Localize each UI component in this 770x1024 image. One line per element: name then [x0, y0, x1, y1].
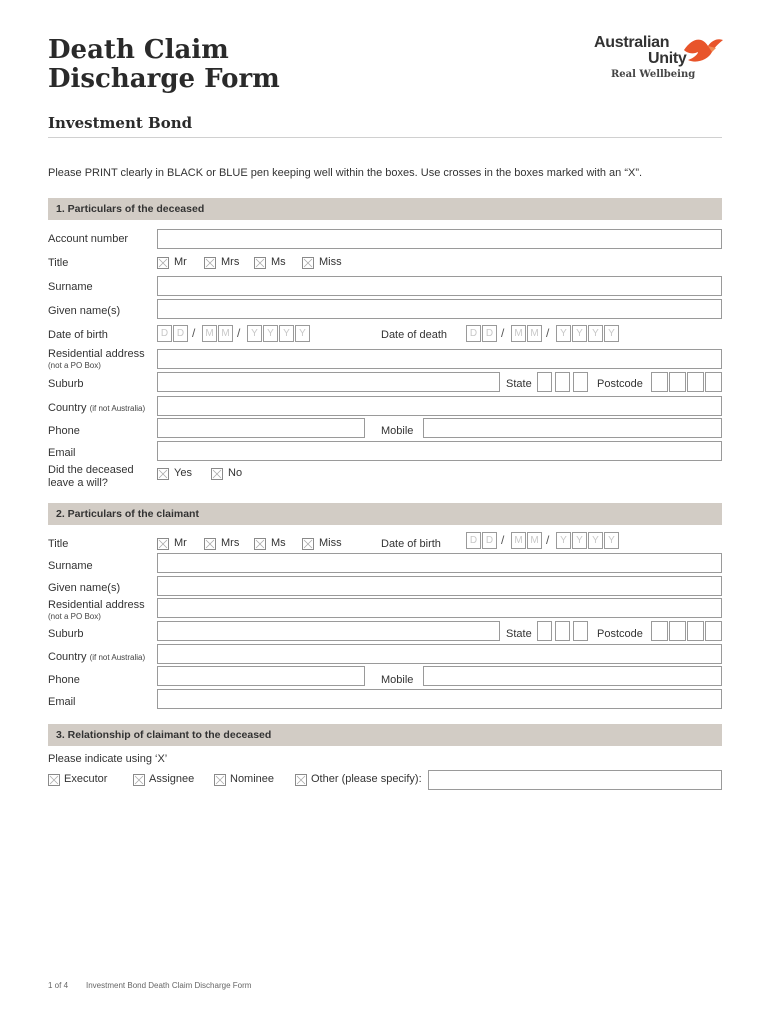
logo-tagline: Real Wellbeing: [611, 69, 696, 80]
claimant-state-label: State: [506, 628, 532, 640]
claimant-title-ms-checkbox[interactable]: [254, 538, 266, 550]
claimant-country-input[interactable]: [157, 644, 722, 664]
postcode-box-4[interactable]: [705, 372, 722, 392]
surname-label: Surname: [48, 281, 93, 293]
dod-separator-2: /: [546, 326, 550, 340]
claimant-title-mrs-checkbox[interactable]: [204, 538, 216, 550]
claimant-email-label: Email: [48, 696, 76, 708]
will-yes-checkbox[interactable]: [157, 468, 169, 480]
phone-input[interactable]: [157, 418, 365, 438]
claimant-phone-input[interactable]: [157, 666, 365, 686]
state-box-1[interactable]: [537, 372, 552, 392]
claimant-state-box-3[interactable]: [573, 621, 588, 641]
given-names-input[interactable]: [157, 299, 722, 319]
title-miss-checkbox[interactable]: [302, 257, 314, 269]
claimant-title-miss-checkbox[interactable]: [302, 538, 314, 550]
claimant-phone-label: Phone: [48, 674, 80, 686]
section-2-header: [48, 503, 722, 525]
account-number-label: Account number: [48, 233, 129, 245]
other-specify-input[interactable]: [428, 770, 722, 790]
claimant-residential-note: (not a PO Box): [48, 612, 101, 621]
indicate-instruction: Please indicate using ‘X’: [48, 753, 168, 765]
title-mrs-label: Mrs: [221, 256, 240, 268]
will-no-label: No: [228, 467, 243, 479]
claimant-dob-year-2[interactable]: Y: [572, 532, 587, 549]
claimant-dob-year-4[interactable]: Y: [604, 532, 619, 549]
postcode-box-1[interactable]: [651, 372, 668, 392]
postcode-label: Postcode: [597, 378, 643, 390]
claimant-title-ms-label: Ms: [271, 537, 286, 549]
claimant-country-label-text: Country: [48, 651, 87, 663]
claimant-dob-separator-2: /: [546, 533, 550, 547]
title-mr-label: Mr: [174, 256, 187, 268]
dob-year-3[interactable]: Y: [279, 325, 294, 342]
surname-input[interactable]: [157, 276, 722, 296]
bird-icon: [682, 34, 724, 66]
country-input[interactable]: [157, 396, 722, 416]
assignee-label: Assignee: [149, 773, 195, 785]
other-label: Other (please specify):: [311, 773, 422, 785]
claimant-state-box-1[interactable]: [537, 621, 552, 641]
residential-address-label: Residential address: [48, 348, 145, 360]
account-number-input[interactable]: [157, 229, 722, 249]
claimant-state-box-2[interactable]: [555, 621, 570, 641]
logo-line-2: Unity: [648, 50, 687, 67]
dod-month-1[interactable]: M: [511, 325, 526, 342]
logo-line-1: Australian: [594, 34, 670, 51]
postcode-box-3[interactable]: [687, 372, 704, 392]
form-subtitle: Investment Bond: [48, 114, 193, 132]
claimant-residential-label: Residential address: [48, 599, 145, 611]
claimant-postcode-label: Postcode: [597, 628, 643, 640]
residential-address-note: (not a PO Box): [48, 361, 101, 370]
suburb-label: Suburb: [48, 378, 84, 390]
dod-year-3[interactable]: Y: [588, 325, 603, 342]
claimant-postcode-box-3[interactable]: [687, 621, 704, 641]
claimant-postcode-box-1[interactable]: [651, 621, 668, 641]
claimant-mobile-label: Mobile: [381, 674, 414, 686]
title-miss-label: Miss: [319, 256, 342, 268]
header-divider: [48, 137, 722, 138]
claimant-dob-month-1[interactable]: M: [511, 532, 526, 549]
will-no-checkbox[interactable]: [211, 468, 223, 480]
dob-separator-2: /: [237, 326, 241, 340]
claimant-dob-day-1[interactable]: D: [466, 532, 481, 549]
dod-year-2[interactable]: Y: [572, 325, 587, 342]
dob-separator-1: /: [192, 326, 196, 340]
claimant-dob-year-3[interactable]: Y: [588, 532, 603, 549]
phone-label: Phone: [48, 425, 80, 437]
given-names-label: Given name(s): [48, 305, 121, 317]
executor-label: Executor: [64, 773, 108, 785]
claimant-country-note: (if not Australia): [89, 653, 146, 662]
residential-address-input[interactable]: [157, 349, 722, 369]
dob-day-2[interactable]: D: [173, 325, 188, 342]
email-label: Email: [48, 447, 76, 459]
claimant-title-miss-label: Miss: [319, 537, 342, 549]
claimant-postcode-box-2[interactable]: [669, 621, 686, 641]
claimant-title-mrs-label: Mrs: [221, 537, 240, 549]
instructions-text: Please PRINT clearly in BLACK or BLUE pen keeping well within the boxes. Use crosses in the boxes marked with an “X”.: [48, 167, 643, 179]
claimant-dob-label: Date of birth: [381, 538, 441, 550]
section-1-heading: 1. Particulars of the deceased: [56, 203, 205, 215]
claimant-title-mr-label: Mr: [174, 537, 187, 549]
section-2-heading: 2. Particulars of the claimant: [56, 508, 199, 520]
state-label: State: [506, 378, 532, 390]
dod-day-1[interactable]: D: [466, 325, 481, 342]
claimant-dob-month-2[interactable]: M: [527, 532, 542, 549]
dod-separator-1: /: [501, 326, 505, 340]
title-ms-checkbox[interactable]: [254, 257, 266, 269]
claimant-given-names-label: Given name(s): [48, 582, 121, 594]
mobile-input[interactable]: [423, 418, 722, 438]
title-line-1: Death Claim: [48, 35, 229, 65]
dod-year-4[interactable]: Y: [604, 325, 619, 342]
claimant-email-input[interactable]: [157, 689, 722, 709]
will-yes-label: Yes: [174, 467, 192, 479]
title-label: Title: [48, 257, 69, 269]
brand-logo: [590, 34, 725, 84]
claimant-mobile-input[interactable]: [423, 666, 722, 686]
claimant-suburb-label: Suburb: [48, 628, 84, 640]
dob-year-2[interactable]: Y: [263, 325, 278, 342]
title-mr-checkbox[interactable]: [157, 257, 169, 269]
claimant-title-label: Title: [48, 538, 69, 550]
other-checkbox[interactable]: [295, 774, 307, 786]
claimant-surname-input[interactable]: [157, 553, 722, 573]
section-3-header: [48, 724, 722, 746]
dod-month-2[interactable]: M: [527, 325, 542, 342]
nominee-label: Nominee: [230, 773, 275, 785]
dob-year-4[interactable]: Y: [295, 325, 310, 342]
claimant-dob-day-2[interactable]: D: [482, 532, 497, 549]
claimant-suburb-input[interactable]: [157, 621, 500, 641]
country-note: (if not Australia): [89, 404, 146, 413]
nominee-checkbox[interactable]: [214, 774, 226, 786]
country-label-text: Country: [48, 402, 87, 414]
title-ms-label: Ms: [271, 256, 286, 268]
dob-month-2[interactable]: M: [218, 325, 233, 342]
title-line-2: Discharge Form: [48, 64, 280, 94]
claimant-postcode-box-4[interactable]: [705, 621, 722, 641]
dob-year-1[interactable]: Y: [247, 325, 262, 342]
page-number: 1 of 4: [48, 981, 69, 990]
executor-checkbox[interactable]: [48, 774, 60, 786]
dod-year-1[interactable]: Y: [556, 325, 571, 342]
state-box-2[interactable]: [555, 372, 570, 392]
dob-label: Date of birth: [48, 329, 108, 341]
mobile-label: Mobile: [381, 425, 414, 437]
assignee-checkbox[interactable]: [133, 774, 145, 786]
will-question: [48, 464, 134, 490]
will-question-line-2: leave a will?: [48, 477, 108, 489]
claimant-title-mr-checkbox[interactable]: [157, 538, 169, 550]
section-3-heading: 3. Relationship of claimant to the deceased: [56, 729, 272, 741]
claimant-given-names-input[interactable]: [157, 576, 722, 596]
suburb-input[interactable]: [157, 372, 500, 392]
dod-label: Date of death: [381, 329, 448, 341]
footer-form-name: Investment Bond Death Claim Discharge Form: [86, 981, 252, 990]
claimant-country-label: [48, 651, 145, 663]
dob-month-1[interactable]: M: [202, 325, 217, 342]
title-mrs-checkbox[interactable]: [204, 257, 216, 269]
dod-day-2[interactable]: D: [482, 325, 497, 342]
claimant-dob-separator-1: /: [501, 533, 505, 547]
will-question-line-1: Did the deceased: [48, 464, 134, 476]
section-1-header: [48, 198, 722, 220]
claimant-residential-input[interactable]: [157, 598, 722, 618]
state-box-3[interactable]: [573, 372, 588, 392]
form-title: [48, 36, 280, 94]
postcode-box-2[interactable]: [669, 372, 686, 392]
claimant-surname-label: Surname: [48, 560, 93, 572]
claimant-dob-year-1[interactable]: Y: [556, 532, 571, 549]
email-input[interactable]: [157, 441, 722, 461]
dob-day-1[interactable]: D: [157, 325, 172, 342]
country-label: [48, 402, 145, 414]
